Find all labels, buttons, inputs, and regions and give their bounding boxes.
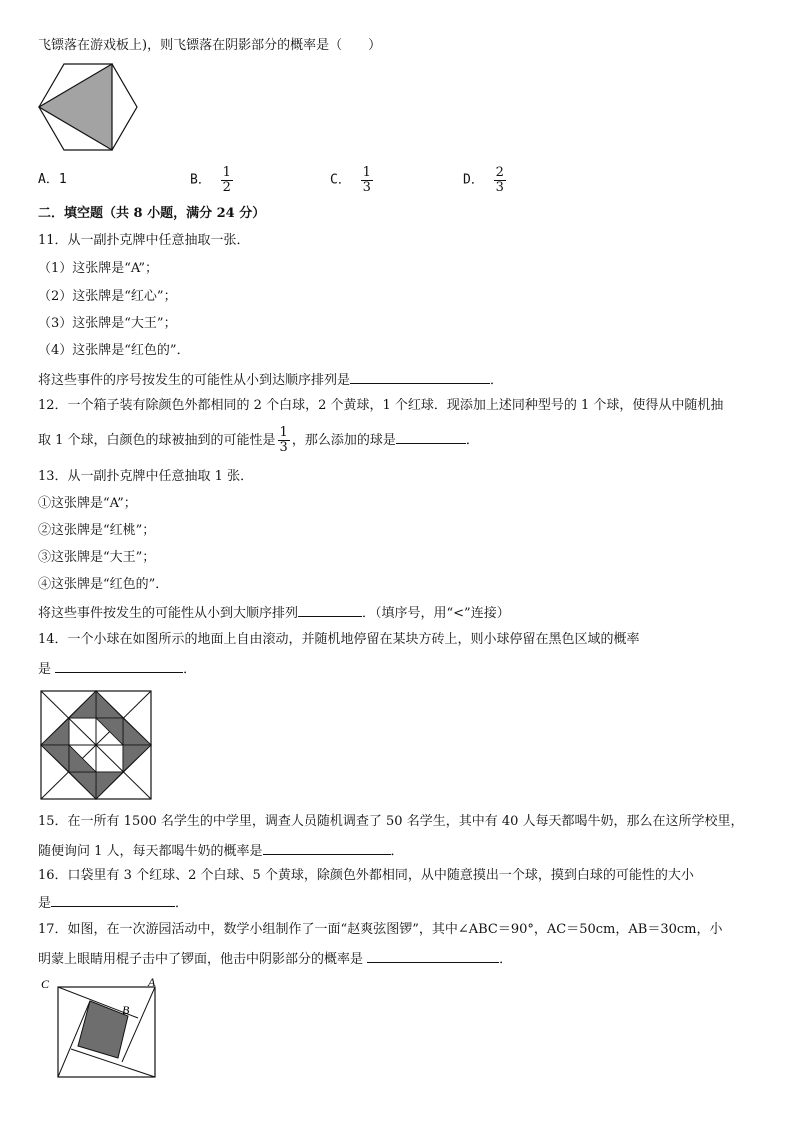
q13-item: ①这张牌是“A”； bbox=[38, 496, 137, 511]
q12-line1: 12．一个箱子装有除颜色外都相同的 2 个白球，2 个黄球，1 个红球．现添加上述同种型号的 1 个球，使得从中随机抽 bbox=[38, 398, 724, 413]
answer-blank[interactable] bbox=[51, 894, 175, 907]
q17-line2: 明蒙上眼睛用棍子击中了锣面，他击中阴影部分的概率是 ． bbox=[38, 952, 513, 967]
q13-ask: 将这些事件按发生的可能性从小到大顺序排列 ．（填序号，用“<”连接） bbox=[38, 606, 510, 621]
option-b: B． $\frac{1}{2}$ bbox=[190, 165, 231, 195]
label-a: A bbox=[148, 976, 156, 989]
q15-line1: 15．在一所有 1500 名学生的中学里，调查人员随机调查了 50 名学生，其中有 40 人每天都喝牛奶，那么在这所学校里， bbox=[38, 814, 744, 829]
q14-line1: 14．一个小球在如图所示的地面上自由滚动，并随机地停留在某块方砖上，则小球停留在黑色区域的概率 bbox=[38, 632, 640, 647]
hexagon-figure bbox=[38, 62, 138, 154]
q13-item: ④这张牌是“红色的”． bbox=[38, 577, 169, 592]
option-a: A．1 bbox=[38, 172, 67, 187]
q11-item: （2）这张牌是“红心”； bbox=[38, 289, 177, 304]
q10-tail: 飞镖落在游戏板上)，则飞镖落在阴影部分的概率是（ ） bbox=[38, 38, 382, 53]
section-title: 二．填空题（共 8 小题，满分 24 分） bbox=[38, 206, 266, 221]
tile-figure bbox=[40, 690, 152, 800]
q13-item: ②这张牌是“红桃”； bbox=[38, 523, 156, 538]
q11-ask: 将这些事件的序号按发生的可能性从小到达顺序排列是 ． bbox=[38, 373, 504, 388]
q11-item: （1）这张牌是“A”； bbox=[38, 261, 159, 276]
q16-line2: 是 ． bbox=[38, 896, 189, 911]
q13-item: ③这张牌是“大王”； bbox=[38, 550, 156, 565]
q11-item: （4）这张牌是“红色的”． bbox=[38, 343, 190, 358]
answer-blank[interactable] bbox=[298, 604, 362, 617]
q11-item: （3）这张牌是“大王”； bbox=[38, 316, 177, 331]
q12-line2: 取 1 个球，白颜色的球被抽到的可能性是 $\frac{1}{3}$ ，那么添加的球是 ． bbox=[38, 425, 479, 455]
q11-stem: 11．从一副扑克牌中任意抽取一张． bbox=[38, 233, 250, 248]
option-d: D． $\frac{2}{3}$ bbox=[463, 165, 504, 195]
q13-stem: 13．从一副扑克牌中任意抽取 1 张． bbox=[38, 469, 254, 484]
q15-line2: 随便询问 1 人，每天都喝牛奶的概率是 ． bbox=[38, 844, 404, 859]
answer-blank[interactable] bbox=[263, 842, 391, 855]
q16-line1: 16．口袋里有 3 个红球、2 个白球、5 个黄球，除颜色外都相同，从中随意摸出一个球，摸到白球的可能性的大小 bbox=[38, 868, 694, 883]
answer-blank[interactable] bbox=[350, 371, 490, 384]
q17-line1: 17．如图，在一次游园活动中，数学小组制作了一面“赵爽弦图锣”，其中∠ABC＝90°，AC＝50cm，AB＝30cm，小 bbox=[38, 922, 723, 937]
option-c: C． $\frac{1}{3}$ bbox=[330, 165, 371, 195]
answer-blank[interactable] bbox=[396, 431, 466, 444]
zhao-shuang-figure bbox=[38, 976, 162, 1080]
answer-blank[interactable] bbox=[367, 950, 499, 963]
label-b: B bbox=[122, 1003, 130, 1017]
answer-blank[interactable] bbox=[55, 660, 183, 673]
q14-line2: 是 ． bbox=[38, 662, 197, 677]
label-c: C bbox=[41, 977, 50, 991]
